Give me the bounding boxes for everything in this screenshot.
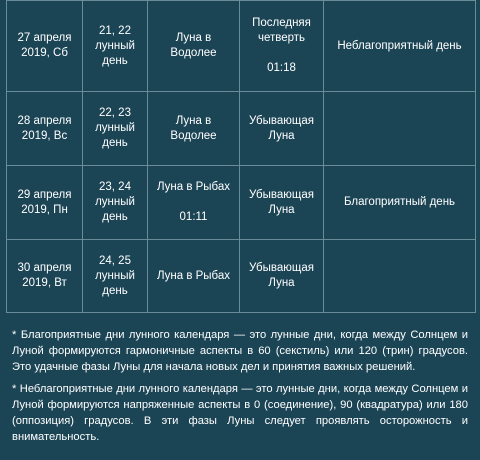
- favorability-cell: [324, 92, 476, 166]
- cell-text-line: Луна в: [175, 114, 212, 127]
- cell-text-line: день: [102, 211, 128, 223]
- date-cell: [7, 240, 83, 313]
- calendar-row: [7, 166, 476, 240]
- cell-text-line: 2019, Вс: [21, 129, 68, 142]
- notes-section: [12, 327, 468, 451]
- cell-text-line: лунный: [95, 122, 135, 134]
- cell-text-line: 29 апреля: [17, 188, 72, 201]
- cell-text-line: 28 апреля: [17, 114, 72, 127]
- cell-text-line: 27 апреля: [17, 32, 72, 44]
- lunar-day-cell: [83, 92, 148, 166]
- cell-text-line: Луна: [268, 277, 295, 289]
- calendar-row: [7, 92, 476, 166]
- cell-text-line: 24, 25: [99, 254, 131, 267]
- favorability-text: Благоприятный день: [343, 196, 456, 208]
- favorability-text: Неблагоприятный день: [337, 39, 462, 52]
- moon-sign-cell: [148, 166, 240, 240]
- favorability-cell: [324, 240, 476, 313]
- lunar-calendar-body: [7, 1, 476, 313]
- cell-text-line: 2019, Пн: [21, 203, 68, 216]
- lunar-day-cell: [83, 240, 148, 313]
- cell-text-line: день: [102, 54, 128, 67]
- cell-text-line: день: [102, 137, 128, 149]
- lunar-calendar-table: [6, 0, 476, 313]
- date-cell: [7, 92, 83, 166]
- date-cell: [7, 1, 83, 92]
- date-cell: [7, 166, 83, 240]
- moon-sign-cell: [148, 1, 240, 92]
- cell-text-line: Водолее: [170, 47, 217, 59]
- cell-text-line: Луна: [268, 129, 295, 142]
- cell-text-line: Луна в: [175, 32, 212, 44]
- cell-text-line: лунный: [95, 196, 135, 208]
- cell-text-line: Луна в Рыбах: [156, 269, 231, 282]
- cell-text-line: 30 апреля: [17, 262, 72, 274]
- lunar-day-cell: [83, 166, 148, 240]
- line-gap: [244, 46, 319, 61]
- moon-phase-cell: [240, 1, 324, 92]
- cell-text-line: лунный: [95, 39, 135, 52]
- cell-text-line: Убывающая: [249, 262, 314, 274]
- cell-text-line: лунный: [95, 269, 135, 282]
- event-time: 01:18: [267, 62, 296, 74]
- cell-text-line: Водолее: [170, 129, 217, 142]
- cell-text-line: Убывающая: [249, 188, 314, 201]
- favorability-cell: [324, 166, 476, 240]
- cell-text-line: 2019, Сб: [21, 47, 68, 59]
- cell-text-line: Последняя: [252, 17, 311, 29]
- moon-sign-cell: [148, 92, 240, 166]
- cell-text-line: четверть: [257, 32, 306, 44]
- moon-phase-cell: [240, 166, 324, 240]
- cell-text-line: Луна в Рыбах: [156, 181, 231, 193]
- line-gap: [152, 195, 235, 210]
- cell-text-line: 2019, Вт: [22, 277, 67, 289]
- favorability-cell: [324, 1, 476, 92]
- moon-phase-cell: [240, 92, 324, 166]
- cell-text-line: Луна: [268, 203, 295, 216]
- calendar-row: [7, 240, 476, 313]
- cell-text-line: Убывающая: [249, 114, 314, 127]
- moon-sign-cell: [148, 240, 240, 313]
- unfavorable-days-note: * Неблагоприятные дни лунного календаря — это лунные дни, когда между Солнцем и Луной формируются напряженные аспекты в 0 (соединение), 90 (квадратура) или 180 (оппозиция) градусов. В эти фазы Луны следует проявлять осторожность и внимательность.: [12, 383, 468, 443]
- lunar-day-cell: [83, 1, 148, 92]
- cell-text-line: 21, 22: [99, 24, 131, 37]
- cell-text-line: день: [102, 284, 128, 297]
- moon-phase-cell: [240, 240, 324, 313]
- cell-text-line: 22, 23: [99, 107, 131, 119]
- cell-text-line: 23, 24: [99, 181, 131, 193]
- event-time: 01:11: [179, 211, 208, 223]
- favorable-days-note: * Благоприятные дни лунного календаря — это лунные дни, когда между Солнцем и Луной формируются гармоничные аспекты в 60 (секстиль) или 120 (трин) градусов. Это удачные фазы Луны для начала новых дел и принятия важных решений.: [12, 329, 468, 373]
- calendar-row: [7, 1, 476, 92]
